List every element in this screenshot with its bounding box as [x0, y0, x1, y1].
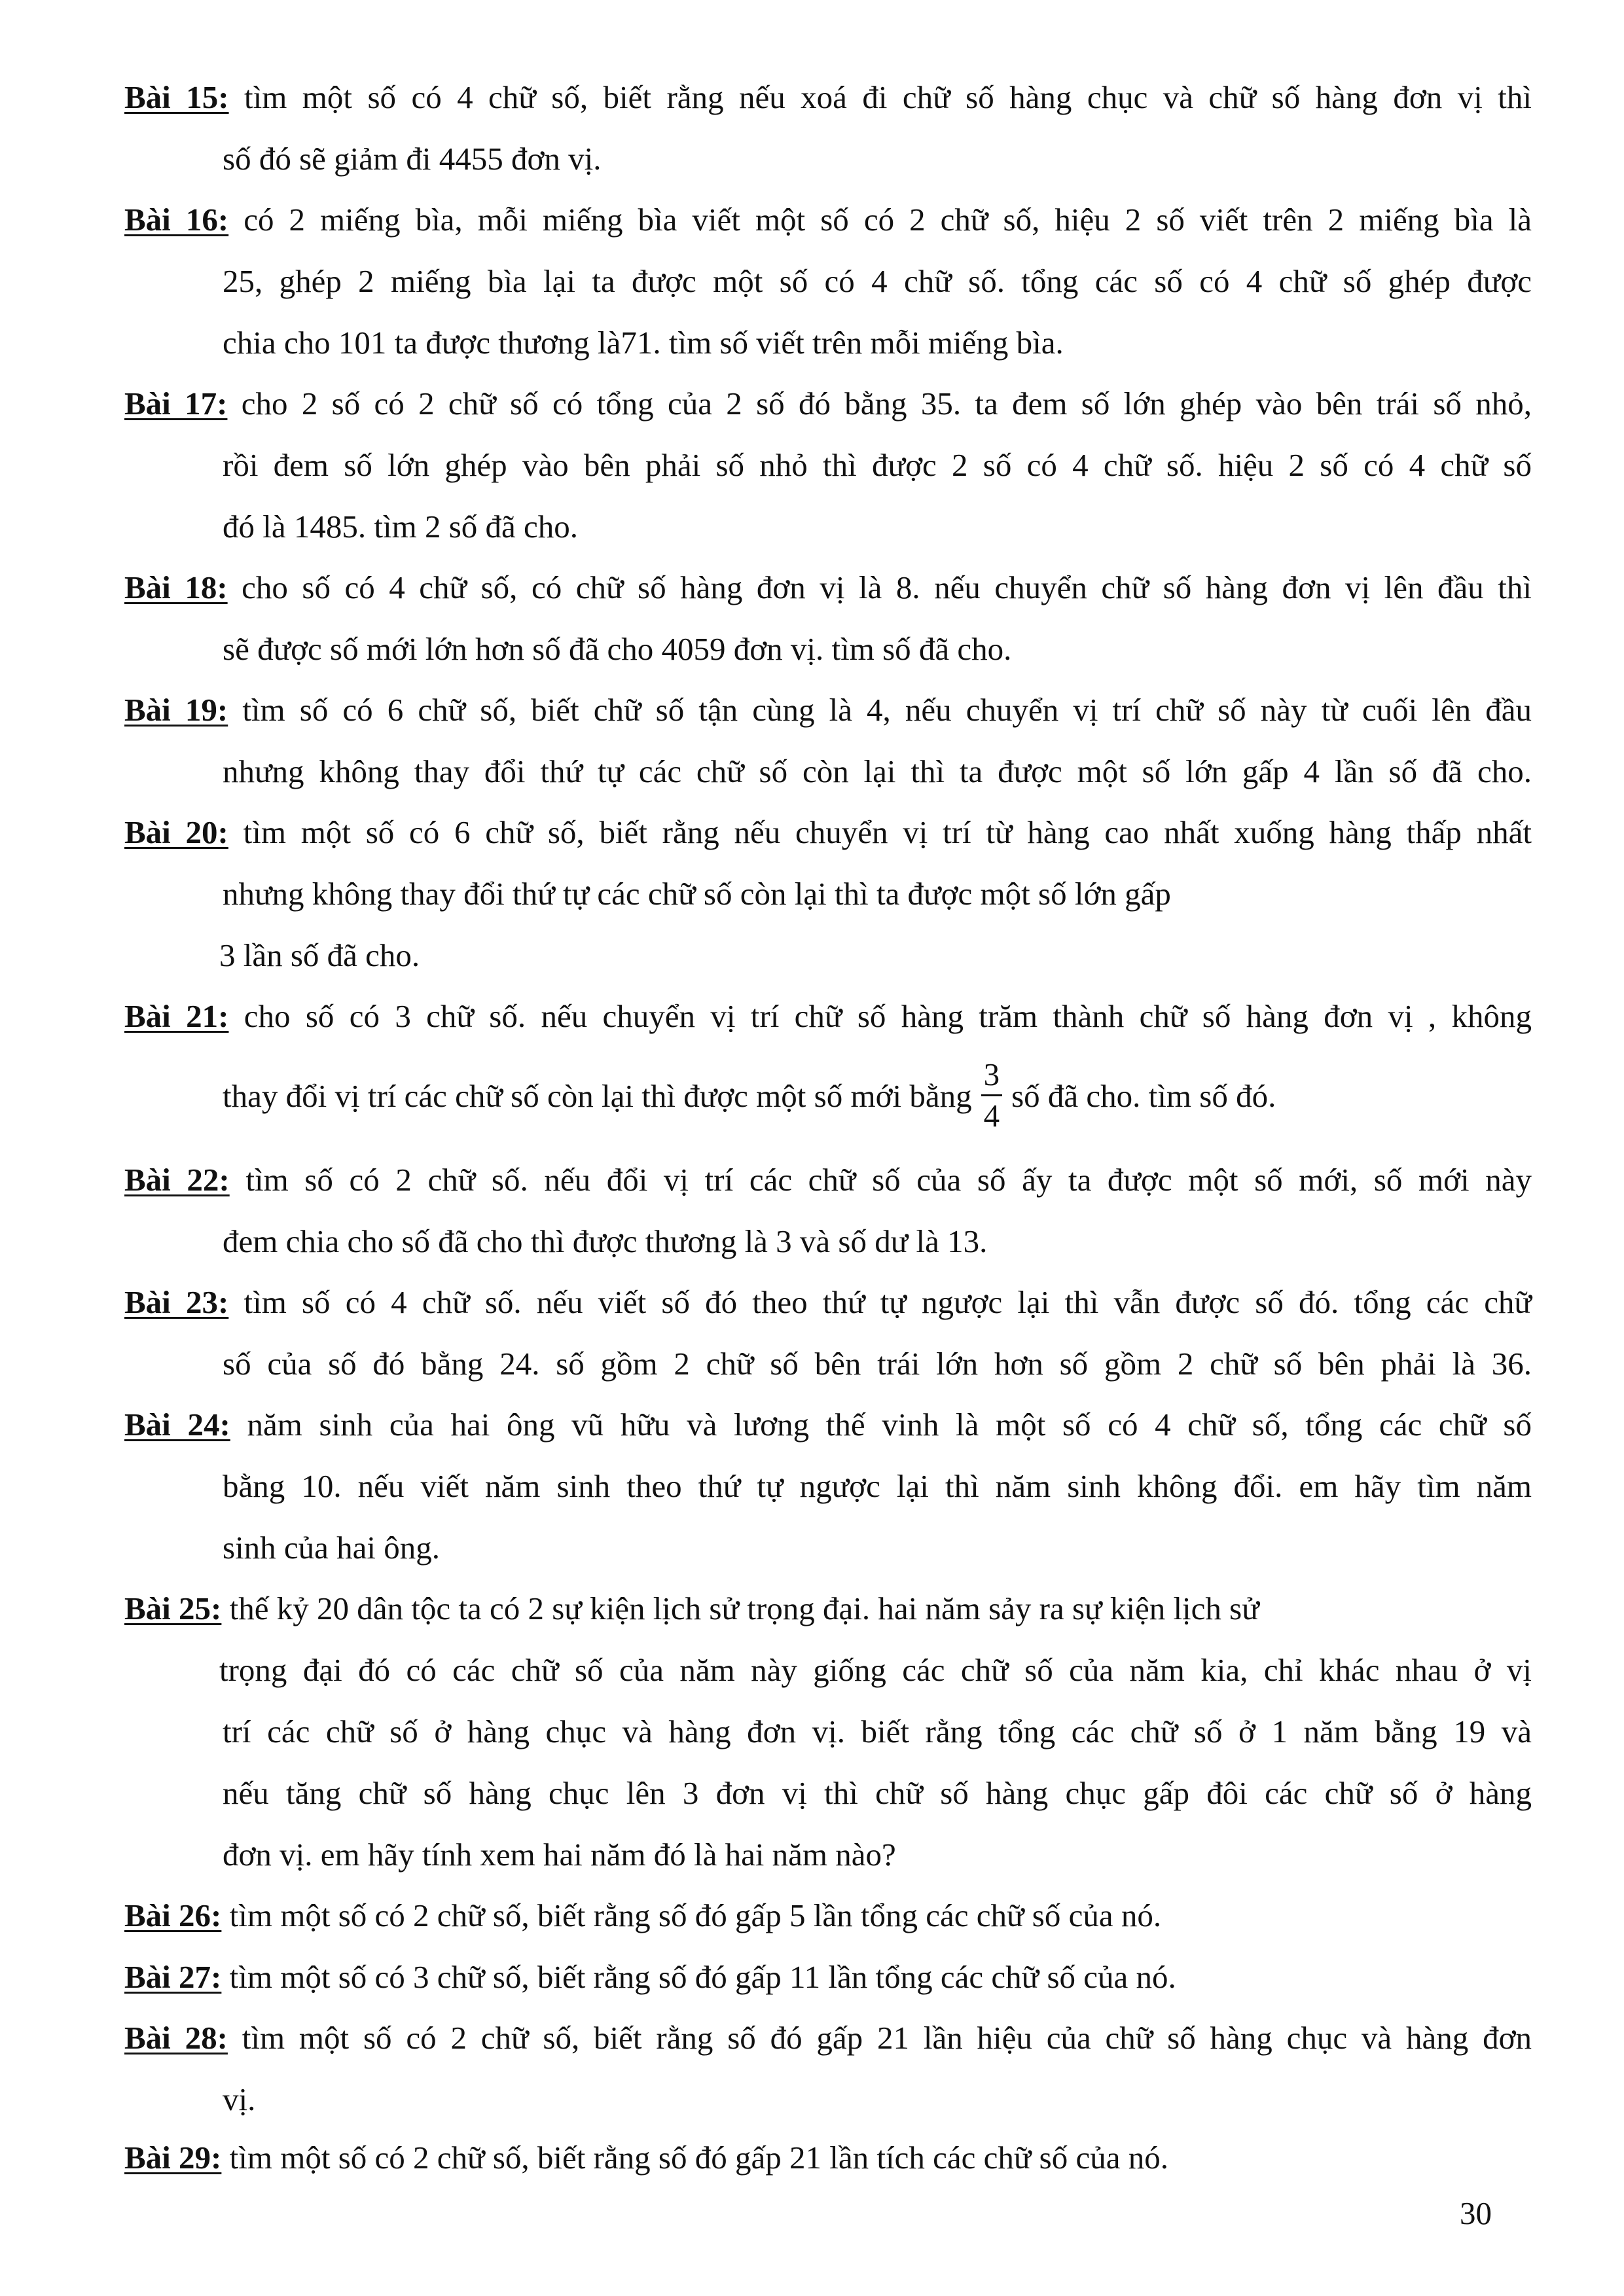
problem-label: Bài 28: [124, 2020, 228, 2056]
problem-text: cho số có 4 chữ số, có chữ số hàng đơn vị là 8. nếu chuyển chữ số hàng đơn vị lên đầu thì [227, 569, 1532, 605]
problem-label: Bài 26: [124, 1897, 222, 1933]
problem-text: năm sinh của hai ông vũ hữu và lương thế vinh là một số có 4 chữ số, tổng các chữ số [230, 1407, 1532, 1443]
problem-line [124, 2127, 1532, 2189]
problem-line [124, 189, 1532, 251]
problem-line [124, 679, 1532, 741]
problem-line: chia cho 101 ta được thương là71. tìm số viết trên mỗi miếng bìa. [223, 325, 1064, 361]
problem-line [124, 1272, 1532, 1333]
problem-line [124, 557, 1532, 619]
problem-text: số đã cho. tìm số đó. [1011, 1078, 1276, 1114]
problem-line [124, 67, 1532, 128]
problem-line [124, 1885, 1532, 1946]
problem-line [124, 1578, 1532, 1640]
problem-23 [124, 1272, 1532, 1395]
problem-26 [124, 1885, 1532, 1946]
problem-line: đó là 1485. tìm 2 số đã cho. [223, 509, 579, 545]
problem-line: vị. [223, 2081, 256, 2117]
problem-label: Bài 17: [124, 386, 228, 422]
problem-text: tìm một số có 2 chữ số, biết rằng số đó gấp 21 lần tích các chữ số của nó. [221, 2140, 1168, 2176]
problem-line: số đó sẽ giảm đi 4455 đơn vị. [223, 141, 602, 177]
problem-text: tìm một số có 2 chữ số, biết rằng số đó gấp 5 lần tổng các chữ số của nó. [221, 1897, 1162, 1933]
problem-line: trọng đại đó có các chữ số của năm này giống các chữ số của năm kia, chỉ khác nhau ở vị [219, 1652, 1532, 1688]
problem-line [124, 986, 1532, 1047]
problem-text: tìm số có 2 chữ số. nếu đổi vị trí các chữ số của số ấy ta được một số mới, số mới này [229, 1162, 1532, 1198]
problem-line [124, 1946, 1532, 2008]
problem-text: tìm số có 4 chữ số. nếu viết số đó theo thứ tự ngược lại thì vẫn được số đó. tổng các chữ [228, 1284, 1532, 1320]
problem-19 [124, 679, 1532, 802]
problem-line: nếu tăng chữ số hàng chục lên 3 đơn vị thì chữ số hàng chục gấp đôi các chữ số ở hàng [223, 1775, 1532, 1811]
problem-line [124, 1394, 1532, 1456]
problem-28 [124, 2007, 1532, 2130]
problem-line: sinh của hai ông. [223, 1530, 441, 1566]
problem-label: Bài 21: [124, 998, 229, 1034]
problem-text: cho 2 số có 2 chữ số có tổng của 2 số đó bằng 35. ta đem số lớn ghép vào bên trái số nhỏ, [227, 386, 1532, 422]
problem-label: Bài 25: [124, 1590, 222, 1626]
problem-line: 3 lần số đã cho. [219, 937, 420, 973]
problem-line: nhưng không thay đổi thứ tự các chữ số còn lại thì ta được một số lớn gấp [223, 876, 1171, 912]
problem-18 [124, 557, 1532, 680]
problem-25 [124, 1578, 1532, 1886]
problem-text: cho số có 3 chữ số. nếu chuyển vị trí chữ số hàng trăm thành chữ số hàng đơn vị , không [228, 998, 1532, 1034]
problem-22 [124, 1149, 1532, 1272]
problem-17 [124, 373, 1532, 558]
problem-line: 25, ghép 2 miếng bìa lại ta được một số có 4 chữ số. tổng các số có 4 chữ số ghép được [223, 263, 1532, 299]
problem-21 [124, 986, 1532, 1145]
problem-line: đem chia cho số đã cho thì được thương là 3 và số dư là 13. [223, 1223, 988, 1259]
problem-label: Bài 15: [124, 79, 229, 115]
problem-line: đơn vị. em hãy tính xem hai năm đó là hai năm nào? [223, 1837, 896, 1873]
page-number: 30 [1460, 2195, 1492, 2231]
fraction-numerator: 3 [981, 1055, 1003, 1096]
problem-label: Bài 18: [124, 569, 228, 605]
problem-label: Bài 20: [124, 814, 228, 850]
problem-20 [124, 802, 1532, 986]
problem-text: tìm một số có 2 chữ số, biết rằng số đó gấp 21 lần hiệu của chữ số hàng chục và hàng đơn [227, 2020, 1532, 2056]
problem-label: Bài 29: [124, 2140, 222, 2176]
problem-text: tìm một số có 3 chữ số, biết rằng số đó gấp 11 lần tổng các chữ số của nó. [221, 1959, 1176, 1995]
problem-label: Bài 16: [124, 202, 229, 238]
problem-text: tìm số có 6 chữ số, biết chữ số tận cùng là 4, nếu chuyển vị trí chữ số này từ cuối lên đầu [228, 692, 1532, 728]
fraction-three-quarters [981, 1055, 1003, 1136]
problem-line: trí các chữ số ở hàng chục và hàng đơn vị. biết rằng tổng các chữ số ở 1 năm bằng 19 và [223, 1713, 1532, 1749]
problem-line: rồi đem số lớn ghép vào bên phải số nhỏ thì được 2 số có 4 chữ số. hiệu 2 số có 4 chữ số [223, 447, 1532, 483]
problem-text: có 2 miếng bìa, mỗi miếng bìa viết một số có 2 chữ số, hiệu 2 số viết trên 2 miếng bìa là [228, 202, 1532, 238]
problem-line: bằng 10. nếu viết năm sinh theo thứ tự ngược lại thì năm sinh không đổi. em hãy tìm năm [223, 1468, 1532, 1504]
problem-line: số của số đó bằng 24. số gồm 2 chữ số bên trái lớn hơn số gồm 2 chữ số bên phải là 36. [223, 1346, 1532, 1382]
problem-label: Bài 24: [124, 1407, 230, 1443]
problem-29 [124, 2127, 1532, 2189]
problem-label: Bài 19: [124, 692, 228, 728]
problem-line [124, 2007, 1532, 2069]
problem-text: tìm một số có 4 chữ số, biết rằng nếu xoá đi chữ số hàng chục và chữ số hàng đơn vị thì [228, 79, 1532, 115]
problem-line [124, 1047, 1532, 1145]
problem-24 [124, 1394, 1532, 1579]
problem-text: tìm một số có 6 chữ số, biết rằng nếu chuyển vị trí từ hàng cao nhất xuống hàng thấp nhất [228, 814, 1532, 850]
problem-27 [124, 1946, 1532, 2008]
fraction-denominator: 4 [983, 1098, 1000, 1134]
problem-15 [124, 67, 1532, 190]
problem-line [124, 373, 1532, 435]
problem-text: thế kỷ 20 dân tộc ta có 2 sự kiện lịch sử trọng đại. hai năm sảy ra sự kiện lịch sử [221, 1590, 1259, 1626]
problem-line [124, 802, 1532, 863]
problem-16 [124, 189, 1532, 374]
problem-label: Bài 23: [124, 1284, 229, 1320]
problem-label: Bài 27: [124, 1959, 222, 1995]
problem-line: sẽ được số mới lớn hơn số đã cho 4059 đơn vị. tìm số đã cho. [223, 631, 1012, 667]
problem-text: thay đổi vị trí các chữ số còn lại thì được một số mới bằng [223, 1078, 972, 1114]
problem-line [124, 1149, 1532, 1211]
problem-label: Bài 22: [124, 1162, 230, 1198]
problem-line: nhưng không thay đổi thứ tự các chữ số còn lại thì ta được một số lớn gấp 4 lần số đã cho. [223, 753, 1532, 789]
